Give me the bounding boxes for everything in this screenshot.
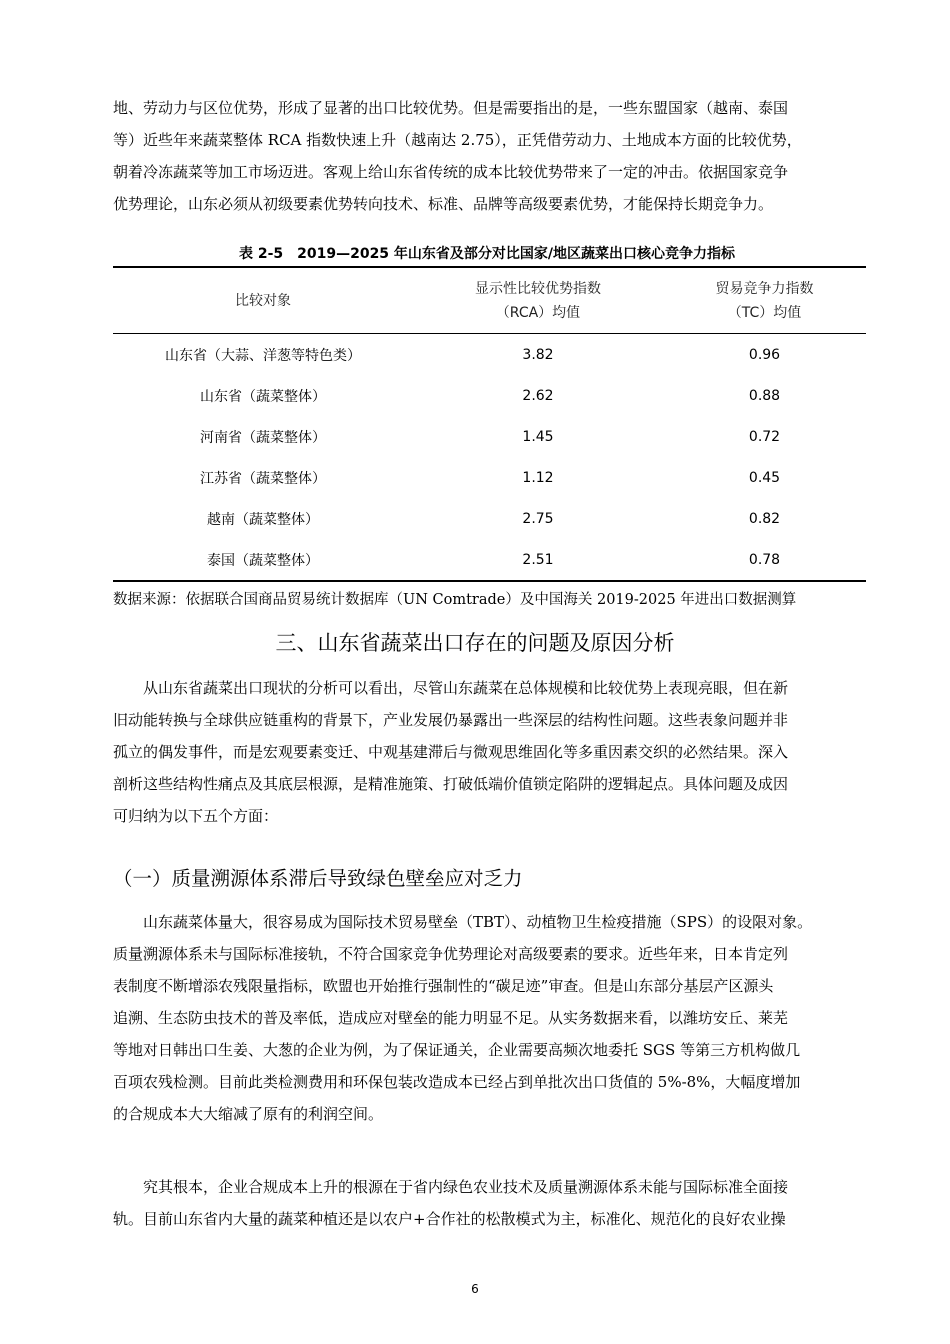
table-row [113, 539, 866, 581]
text-line: 朝着冷冻蔬菜等加工市场迈进。客观上给山东省传统的成本比较优势带来了一定的冲击。依据国家竞争 [113, 163, 789, 181]
section-heading: 三、山东省蔬菜出口存在的问题及原因分析 [275, 631, 675, 655]
competitiveness-table [113, 266, 866, 582]
row-rca: 3.82 [522, 346, 554, 363]
row-tc: 0.78 [748, 551, 781, 568]
text-line: 旧动能转换与全球供应链重构的背景下，产业发展仍暴露出一些深层的结构性问题。这些表象问题并非 [113, 711, 789, 729]
row-tc: 0.96 [748, 346, 781, 363]
row-rca: 1.12 [522, 469, 554, 486]
row-rca: 2.62 [522, 387, 554, 404]
row-tc: 0.82 [748, 510, 781, 527]
text-line: 究其根本，企业合规成本上升的根源在于省内绿色农业技术及质量溯源体系未能与国际标准全面接 [143, 1178, 789, 1196]
intro-paragraph [113, 92, 861, 220]
text-line: 轨。目前山东省内大量的蔬菜种植还是以农户+合作社的松散模式为主，标准化、规范化的良好农业操 [113, 1210, 786, 1228]
subsection-paragraph-2 [113, 1171, 861, 1235]
row-tc: 0.72 [748, 428, 781, 445]
row-name: 山东省（蔬菜整体） [200, 388, 326, 405]
header-rca: 显示性比较优势指数 （RCA）均值 [475, 280, 601, 321]
text-line: 孤立的偶发事件，而是宏观要素变迁、中观基建滞后与微观思维固化等多重因素交织的必然结果。深入 [113, 743, 789, 761]
text-line: 表制度不断增添农残限量指标，欧盟也开始推行强制性的“碳足迹”审查。但是山东部分基层产区源头 [113, 977, 774, 995]
text-line: 山东蔬菜体量大，很容易成为国际技术贸易壁垒（TBT）、动植物卫生检疫措施（SPS）的设限对象。 [143, 913, 813, 931]
table-header-row [113, 267, 866, 334]
text-line: 质量溯源体系未与国际标准接轨，不符合国家竞争优势理论对高级要素的要求。近些年来，日本肯定列 [113, 945, 789, 963]
text-line: 等地对日韩出口生姜、大葱的企业为例，为了保证通关，企业需要高频次地委托 SGS 等第三方机构做几 [113, 1041, 801, 1059]
row-tc: 0.88 [748, 387, 781, 404]
text-line: 剖析这些结构性痛点及其底层根源，是精准施策、打破低端价值锁定陷阱的逻辑起点。具体问题及成因 [113, 775, 789, 793]
row-name: 泰国（蔬菜整体） [207, 552, 319, 569]
header-comparison-object: 比较对象 [235, 292, 291, 309]
text-line: 优势理论，山东必须从初级要素优势转向技术、标准、品牌等高级要素优势，才能保持长期竞争力。 [113, 195, 774, 213]
row-tc: 0.45 [748, 469, 781, 486]
row-rca: 2.75 [522, 510, 554, 527]
text-line: 百项农残检测。目前此类检测费用和环保包装改造成本已经占到单批次出口货值的 5%-8%，大幅度增加 [113, 1073, 801, 1091]
text-line: 的合规成本大大缩减了原有的利润空间。 [113, 1105, 384, 1123]
table-row [113, 416, 866, 457]
data-source-note: 数据来源：依据联合国商品贸易统计数据库（UN Comtrade）及中国海关 2019-2025 年进出口数据测算 [113, 592, 797, 608]
page-number: 6 [471, 1282, 479, 1296]
row-name: 山东省（大蒜、洋葱等特色类） [165, 347, 361, 364]
text-line: 等）近些年来蔬菜整体 RCA 指数快速上升（越南达 2.75），正凭借劳动力、土地成本方面的比较优势， [113, 131, 802, 149]
text-line: 追溯、生态防虫技术的普及率低，造成应对壁垒的能力明显不足。从实务数据来看，以潍坊安丘、莱芜 [113, 1009, 789, 1027]
row-name: 河南省（蔬菜整体） [200, 429, 326, 446]
table-row [113, 375, 866, 416]
row-rca: 2.51 [522, 551, 554, 568]
subsection-heading: （一）质量溯源体系滞后导致绿色壁垒应对乏力 [113, 867, 523, 890]
table-row [113, 498, 866, 539]
table-row [113, 334, 866, 376]
row-name: 越南（蔬菜整体） [207, 511, 319, 528]
section-paragraph [113, 672, 861, 832]
text-line: 地、劳动力与区位优势，形成了显著的出口比较优势。但是需要指出的是，一些东盟国家（越南、泰国 [113, 99, 789, 117]
row-rca: 1.45 [522, 428, 554, 445]
text-line: 可归纳为以下五个方面： [113, 807, 279, 825]
header-tc: 贸易竞争力指数 （TC）均值 [715, 280, 814, 321]
row-name: 江苏省（蔬菜整体） [200, 470, 326, 487]
subsection-paragraph-1 [113, 906, 861, 1130]
table-row [113, 457, 866, 498]
table-caption: 表 2-5 2019—2025 年山东省及部分对比国家/地区蔬菜出口核心竞争力指标 [238, 246, 736, 262]
text-line: 从山东省蔬菜出口现状的分析可以看出，尽管山东蔬菜在总体规模和比较优势上表现亮眼，但在新 [143, 679, 789, 697]
